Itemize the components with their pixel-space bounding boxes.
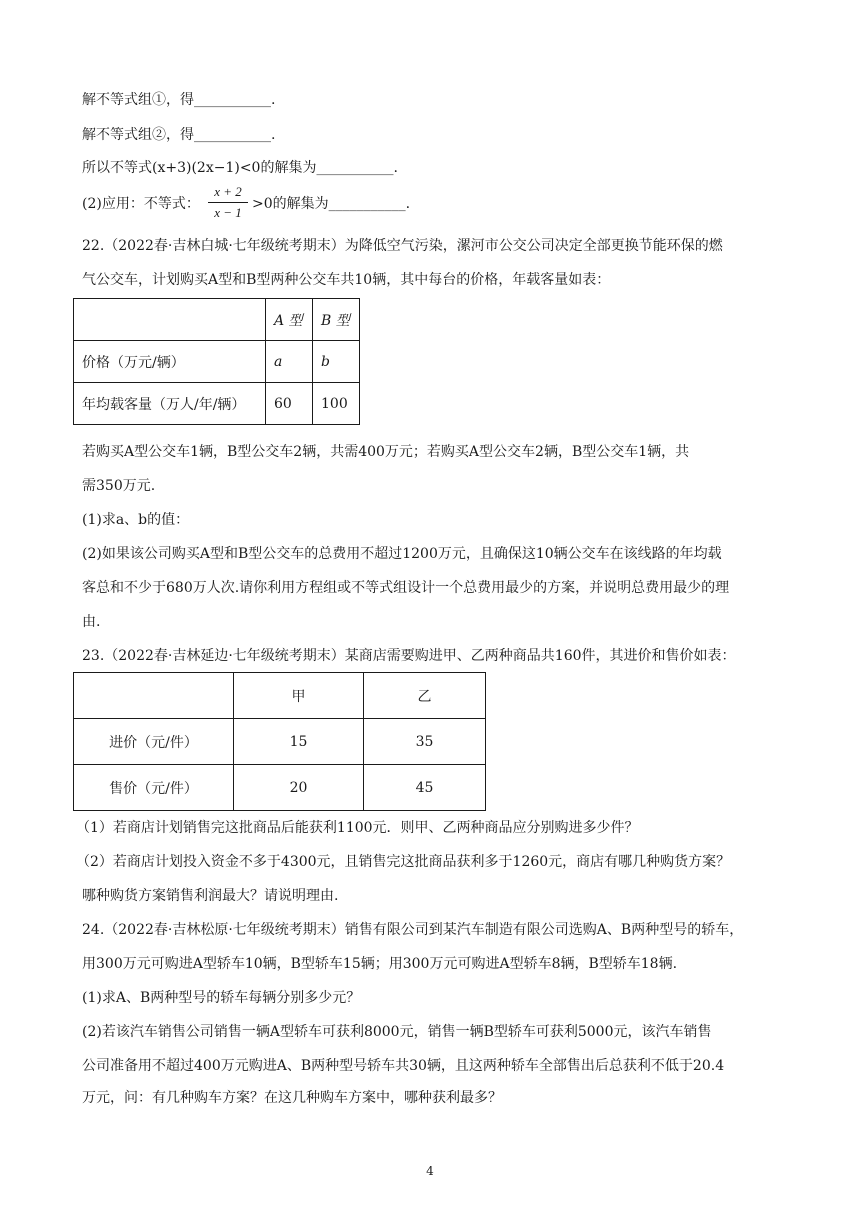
table-cell: 年均载客量（万人/年/辆）: [74, 383, 266, 425]
table-row: [74, 719, 486, 765]
table-cell: A 型: [266, 299, 313, 341]
page-number: 4: [426, 1164, 434, 1178]
q22-line-2: 气公交车，计划购买A型和B型两种公交车共10辆，其中每台的价格，年载客量如表：: [82, 272, 611, 288]
q22-part-2-line-2: 客总和不少于680万人次.请你利用方程组或不等式组设计一个总费用最少的方案，并说明总费用最少的理: [82, 580, 730, 596]
table-row: [74, 299, 360, 341]
table-cell: 20: [234, 765, 364, 811]
q22-line-4: 需350万元.: [82, 478, 156, 494]
table-cell: 进价（元/件）: [74, 719, 234, 765]
table-cell: 售价（元/件）: [74, 765, 234, 811]
table-cell: B 型: [313, 299, 360, 341]
table-cell: 35: [364, 719, 486, 765]
q24-line-2: 用300万元可购进A型轿车10辆，B型轿车15辆；用300万元可购进A型轿车8辆，B型轿车18辆.: [82, 956, 678, 972]
q24-part-2-line-1: (2)若该汽车销售公司销售一辆A型轿车可获利8000元，销售一辆B型轿车可获利5000元，该汽车销售: [82, 1024, 712, 1040]
table-cell: a: [266, 341, 313, 383]
q22-part-1: (1)求a、b的值：: [82, 512, 190, 528]
q22-line-3: 若购买A型公交车1辆，B型公交车2辆，共需400万元；若购买A型公交车2辆，B型公交车1辆，共: [82, 444, 690, 460]
table-cell: 甲: [234, 673, 364, 719]
goods-table: [73, 672, 486, 811]
table-row: [74, 341, 360, 383]
table-row: [74, 765, 486, 811]
table-row: [74, 673, 486, 719]
table-row: [74, 383, 360, 425]
q24-part-2-line-3: 万元，问：有几种购车方案？在这几种购车方案中，哪种获利最多？: [82, 1090, 502, 1106]
table-cell: [74, 673, 234, 719]
q23-part-1: （1）若商店计划销售完这批商品后能获利1100元．则甲、乙两种商品应分别购进多少件？: [76, 820, 639, 836]
line-1: 解不等式组①，得___________.: [82, 92, 276, 108]
bus-table: [73, 298, 360, 425]
table-cell: 45: [364, 765, 486, 811]
line-3: 所以不等式(x+3)(2x−1)<0的解集为___________.: [82, 160, 398, 176]
fraction-bar: [208, 202, 248, 203]
table-cell: [74, 299, 266, 341]
line-2: 解不等式组②，得___________.: [82, 127, 276, 143]
q24-part-1: (1)求A、B两种型号的轿车每辆分别多少元？: [82, 990, 361, 1006]
q22-line-1: 22.（2022春·吉林白城·七年级统考期末）为降低空气污染，漯河市公交公司决定全部更换节能环保的燃: [82, 238, 723, 254]
q24-part-2-line-2: 公司准备用不超过400万元购进A、B两种型号轿车共30辆，且这两种轿车全部售出后总获利不低于20.4: [82, 1058, 725, 1074]
table-cell: 60: [266, 383, 313, 425]
q24-line-1: 24.（2022春·吉林松原·七年级统考期末）销售有限公司到某汽车制造有限公司选购A、B两种型号的轿车，: [82, 922, 744, 938]
q22-part-2-line-1: (2)如果该公司购买A型和B型公交车的总费用不超过1200万元，且确保这10辆公交车在该线路的年均载: [82, 546, 722, 562]
table-cell: 价格（万元/辆）: [74, 341, 266, 383]
table-cell: 乙: [364, 673, 486, 719]
q22-part-2-line-3: 由.: [82, 614, 101, 630]
q23-part-2-line-2: 哪种购货方案销售利润最大？请说明理由.: [82, 888, 339, 904]
line-4-suffix: >0的解集为___________.: [252, 196, 411, 212]
q23-line-1: 23.（2022春·吉林延边·七年级统考期末）某商店需要购进甲、乙两种商品共160件，其进价和售价如表：: [82, 648, 736, 664]
table-cell: 100: [313, 383, 360, 425]
fraction-denominator: x − 1: [214, 205, 242, 220]
fraction-numerator: x + 2: [214, 184, 242, 199]
table-cell: 15: [234, 719, 364, 765]
table-cell: b: [313, 341, 360, 383]
fraction: [208, 184, 248, 221]
q23-part-2-line-1: （2）若商店计划投入资金不多于4300元，且销售完这批商品获利多于1260元，商店有哪几种购货方案？: [76, 854, 731, 870]
line-4-prefix: (2)应用：不等式：: [82, 196, 200, 212]
